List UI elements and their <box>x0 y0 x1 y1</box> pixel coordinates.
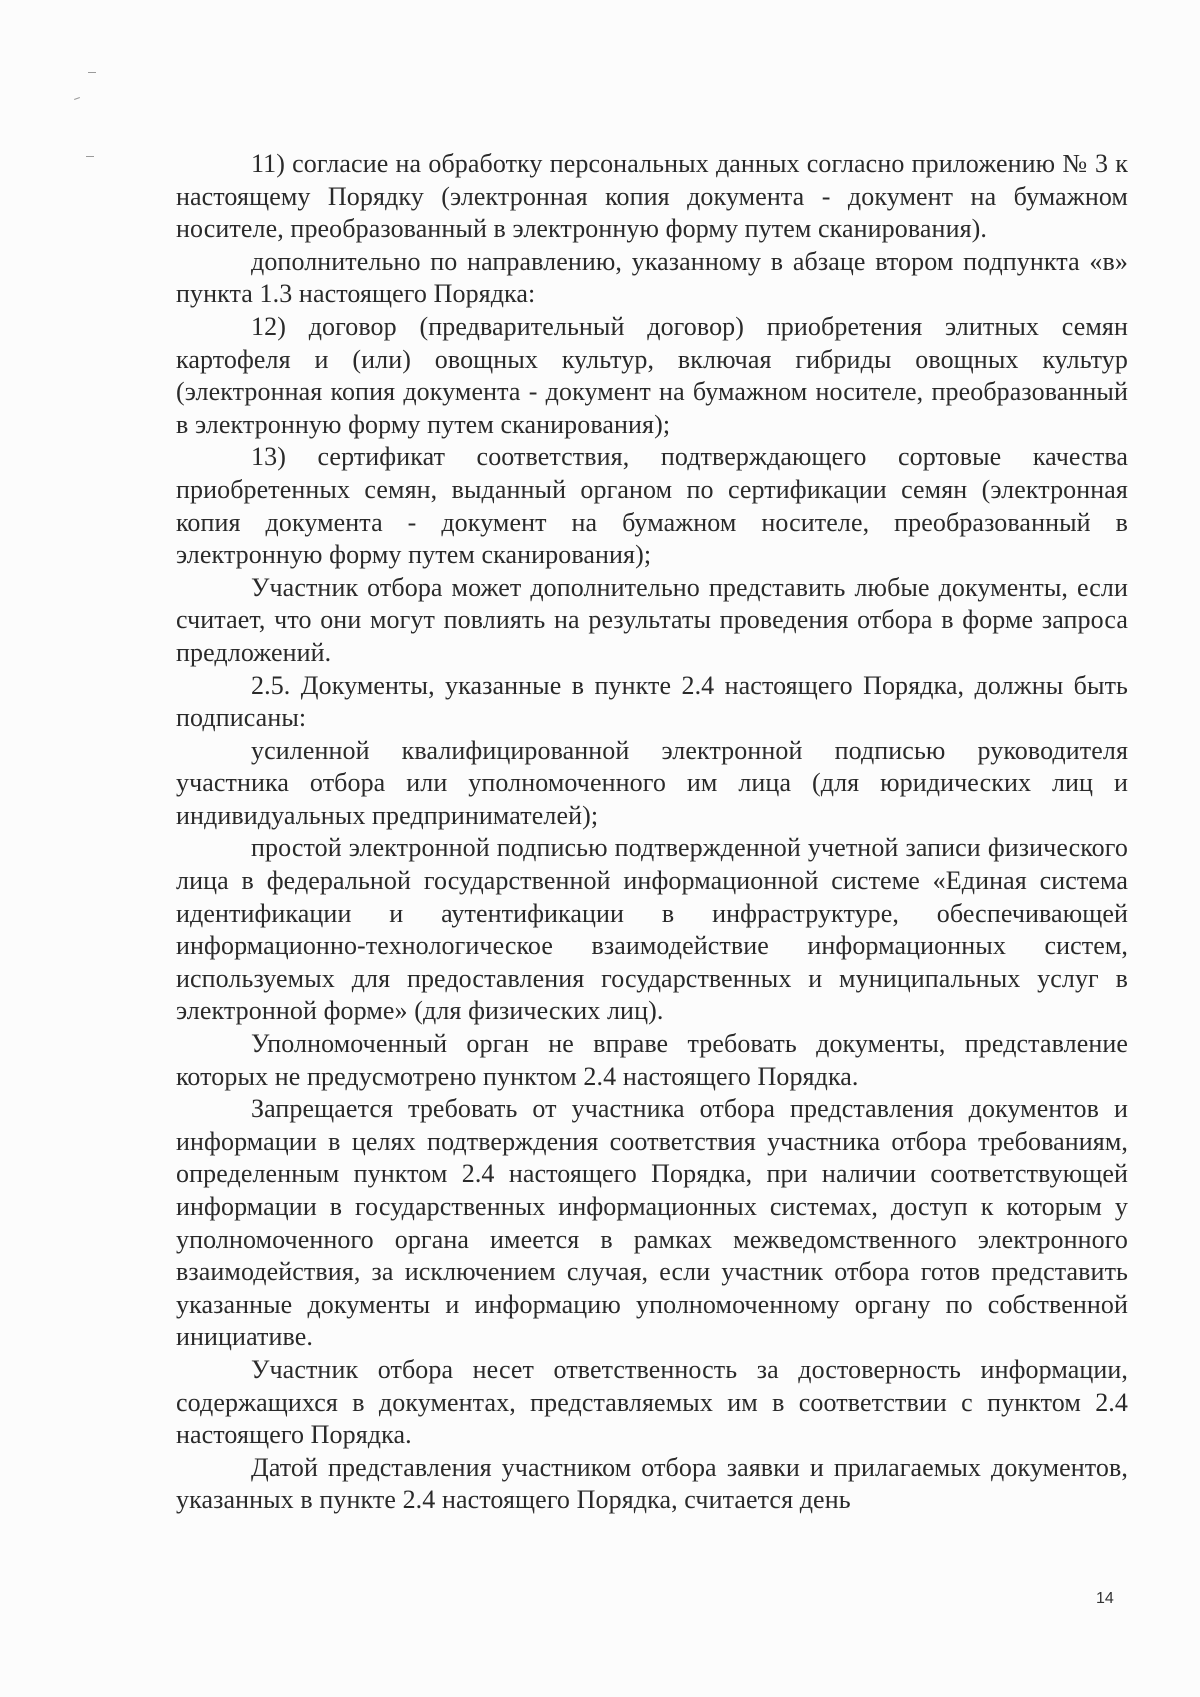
paragraph-qualified-signature: усиленной квалифицированной электронной подписью руководителя участника отбора или уполномоченного им лица (для юридических лиц и индивидуальных предпринимателей); <box>176 735 1128 830</box>
paragraph-item-13: 13) сертификат соответствия, подтверждающего сортовые качества приобретенных семян, выданный органом по сертификации семян (электронная копия документа - документ на бумажном носителе, преобразованный в электронную форму путем сканирования); <box>176 442 1128 570</box>
page-number: 14 <box>1096 1590 1114 1607</box>
paragraph-item-11: 11) согласие на обработку персональных данных согласно приложению № 3 к настоящему Порядку (электронная копия документа - документ на бумажном носителе, преобразованный в электронную форму путем сканирования). <box>176 149 1128 244</box>
paragraph-additional-direction: дополнительно по направлению, указанному в абзаце втором подпункта «в» пункта 1.3 настоящего Порядка: <box>176 246 1128 309</box>
paragraph-prohibition: Запрещается требовать от участника отбора представления документов и информации в целях подтверждения соответствия участника отбора требованиям, определенным пунктом 2.4 настоящего Порядка, при наличии соответствующей информации в государственных информационных системах, доступ к которым у уполномоченного органа имеется в рамках межведомственного электронного взаимодействия, за исключением случая, если участник отбора готов представить указанные документы и информацию уполномоченному органу по собственной инициативе. <box>176 1094 1128 1352</box>
paragraph-item-12: 12) договор (предварительный договор) приобретения элитных семян картофеля и (или) овощных культур, включая гибриды овощных культур (электронная копия документа - документ на бумажном носителе, преобразованный в электронную форму путем сканирования); <box>176 311 1128 439</box>
paragraph-no-extra-documents: Уполномоченный орган не вправе требовать документы, представление которых не предусмотрено пунктом 2.4 настоящего Порядка. <box>176 1029 1128 1091</box>
paragraph-submission-date: Датой представления участником отбора заявки и прилагаемых документов, указанных в пункте 2.4 настоящего Порядка, считается день <box>176 1452 1128 1515</box>
scan-artifact-mark <box>74 97 80 100</box>
document-body <box>176 148 1128 1517</box>
scan-artifact-mark <box>88 72 96 73</box>
paragraph-responsibility: Участник отбора несет ответственность за достоверность информации, содержащихся в документах, представляемых им в соответствии с пунктом 2.4 настоящего Порядка. <box>176 1354 1128 1450</box>
paragraph-simple-signature: простой электронной подписью подтвержденной учетной записи физического лица в федеральной государственной информационной системе «Единая система идентификации и аутентификации в инфраструктуре, обеспечивающей информационно-технологическое взаимодействие информационных систем, используемых для предоставления государственных и муниципальных услуг в электронной форме» (для физических лиц). <box>176 833 1128 1026</box>
paragraph-section-2-5: 2.5. Документы, указанные в пункте 2.4 настоящего Порядка, должны быть подписаны: <box>176 670 1128 733</box>
scan-artifact-mark <box>86 156 94 157</box>
paragraph-additional-documents: Участник отбора может дополнительно представить любые документы, если считает, что они могут повлиять на результаты проведения отбора в форме запроса предложений. <box>176 572 1128 667</box>
